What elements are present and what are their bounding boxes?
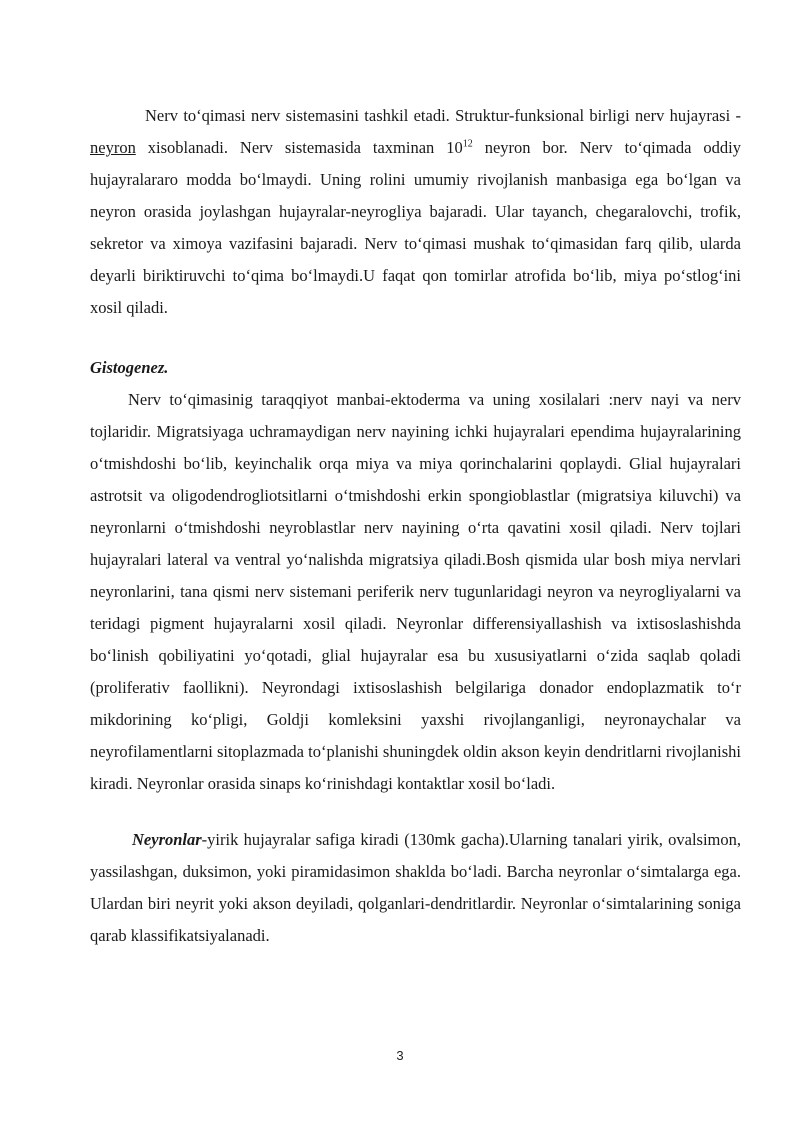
paragraph-gistogenez: Nerv to‘qimasinig taraqqiyot manbai-ektoderma va uning xosilalari :nerv nayi va nerv tojlaridir. Migratsiyaga uchramaydigan nerv nayining ichki hujayralari ependima hujayralarining o‘tmishdoshi bo‘lib, keyinchalik orqa miya va miya qorinchalarini qoplaydi. Glial hujayralari astrotsit va oligodendrogliotsitlarni o‘tmishdoshi erkin spongioblastlar (migratsiya kiluvchi) va neyronlarni o‘tmishdoshi neyroblastlar nerv nayining o‘rta qavatini xosil qiladi. Nerv tojlari hujayralari lateral va ventral yo‘nalishda migratsiya qiladi.Bosh qismida ular bosh miya nervlari neyronlarini, tana qismi nerv sistemani periferik nerv tugunlaridagi neyron va neyrogliyalarni va teridagi pigment hujayralarni xosil qiladi. Neyronlar differensiyallashish va ixtisoslashishda bo‘linish qobiliyatini yo‘qotadi, glial hujayralar esa bu xususiyatlarni o‘zida saqlab qoladi (proliferativ faollikni). Neyrondagi ixtisoslashish belgilariga donador endoplazmatik to‘r mikdorining ko‘pligi, Goldji komleksini yaxshi rivojlanganligi, neyronaychalar va neyrofilamentlarni sitoplazmada to‘planishi shuningdek oldin akson keyin dendritlarni rivojlanishi kiradi. Neyronlar orasida sinaps ko‘rinishdagi kontaktlar xosil bo‘ladi. [90,390,741,793]
section-heading: Gistogenez. [90,358,169,377]
exponent: 12 [462,138,473,150]
paragraph-intro [90,100,741,324]
neyron-term: neyron [90,138,136,157]
intro-text-c: neyron bor. Nerv to‘qimada oddiy hujayralararo modda bo‘lmaydi. Uning rolini umumiy rivojlanish manbasiga ega bo‘lgan va neyron orasida joylashgan hujayralar-neyrogliya bajaradi. Ular tayanch, chegaralovchi, trofik, sekretor va ximoya vazifasini bajaradi. Nerv to‘qimasi mushak to‘qimasidan farq qilib, ularda deyarli biriktiruvchi to‘qima bo‘lmaydi.U faqat qon tomirlar atrofida bo‘lib, miya po‘stlog‘ini xosil qiladi. [90,138,741,317]
neyronlar-term: Neyronlar [132,830,202,849]
spacer [90,324,741,352]
intro-text-b: xisoblanadi. Nerv sistemasida taxminan 10 [135,138,463,157]
paragraph-neyronlar [90,824,741,952]
document-page [90,100,741,952]
intro-text-a: Nerv to‘qimasi nerv sistemasini tashkil etadi. Struktur-funksional birligi nerv hujayrasi - [145,106,741,125]
page-number: 3 [396,1048,404,1063]
spacer [90,800,741,824]
neyronlar-text: -yirik hujayralar safiga kiradi (130mk gacha).Ularning tanalari yirik, ovalsimon, yassilashgan, duksimon, yoki piramidasimon shaklda bo‘ladi. Barcha neyronlar o‘simtalarga ega. Ulardan biri neyrit yoki akson deyiladi, qolganlari-dendritlardir. Neyronlar o‘simtalarining soniga qarab klassifikatsiyalanadi. [90,830,741,945]
